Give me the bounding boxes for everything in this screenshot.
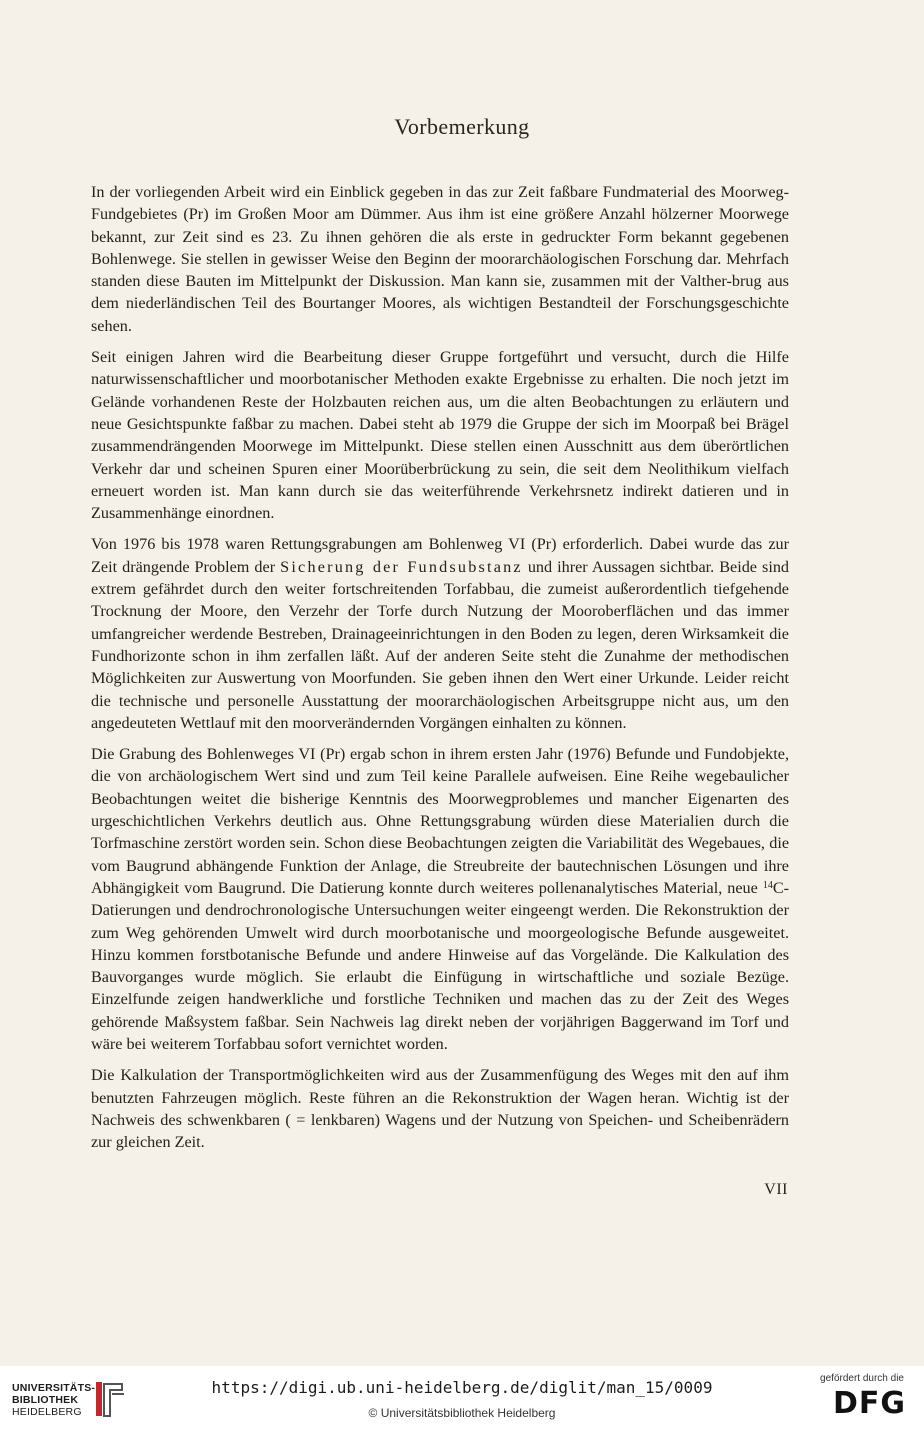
page-title: Vorbemerkung [394, 114, 530, 139]
paragraph-4-text-after: C-Datierungen und dendrochronologische Untersuchungen weiter eingeengt werden. Die Rekonstruktion der zum Weg gehörenden Umwelt wird durch moorbotanische und moorgeologische Befunde ausgeweitet. Hinzu kommen forstbotanische Befunde und andere Hinweise auf das Vorgelände. Die Kalkulation des Bauvorganges wurde möglich. Sie erlaubt die Einfügung in wirtschaftliche und soziale Bezüge. Einzelfunde zeigen handwerkliche und forstliche Techniken und machen das zu der Zeit des Weges gehörende Maßsystem faßbar. Sein Nachweis lag direkt neben der vorjährigen Baggerwand im Torf und wäre bei weiterem Torfabbau sofort vernichtet worden. [91, 878, 790, 1053]
paragraph-4 [91, 743, 789, 1055]
paragraph-5 [91, 1064, 789, 1153]
copyright-notice: © Universitätsbibliothek Heidelberg [368, 1406, 556, 1420]
body-text [91, 181, 789, 1162]
library-name-line-2: BIBLIOTHEK [12, 1394, 79, 1406]
paragraph-1 [91, 181, 789, 337]
paragraph-3-text-after: und ihrer Aussagen sichtbar. Beide sind extrem gefährdet durch den weiter fortschreitenden Torfabbau, die zumeist außerordentlich tiefgehende Trocknung der Moore, den Verzehr der Torfe durch Nutzung der Mooroberflächen und das immer umfangreicher werdende Bestreben, Drainageeinrichtungen in den Boden zu legen, deren Wirksamkeit die Fundhorizonte schon in ihm zerfallen läßt. Auf der anderen Seite steht die Zunahme der methodischen Möglichkeiten zur Auswertung von Moorfunden. Sie geben ihnen den Wert einer Urkunde. Leider reicht die technische und personelle Ausstattung der moorarchäologischen Arbeitsgruppe nicht aus, um den angedeuteten Wettlauf mit den moorverändernden Vorgängen einhalten zu können. [91, 557, 790, 732]
viewer-footer [0, 1366, 924, 1430]
paragraph-1-text: In der vorliegenden Arbeit wird ein Einblick gegeben in das zur Zeit faßbare Fundmaterial des Moorweg-Fundgebietes (Pr) im Großen Moor am Dümmer. Aus ihm ist eine größere Anzahl hölzerner Moorwege bekannt, zur Zeit sind es 23. Zu ihnen gehören die als erste in gedruckter Form bekannt gegebenen Bohlenwege. Sie stellen in gewisser Weise den Beginn der moorarchäologischen Forschung dar. Mehrfach standen diese Bauten im Mittelpunkt der Diskussion. Man kann sie, zusammen mit der Valther-brug aus dem niederländischen Teil des Bourtanger Moores, als wichtigen Bestandteil der Forschungsgeschichte sehen. [91, 183, 789, 335]
paragraph-3-emphasis: Sicherung der Fundsubstanz [280, 557, 523, 576]
funding-caption: gefördert durch die [820, 1373, 904, 1384]
library-name-line-3: HEIDELBERG [12, 1406, 82, 1418]
page-number: VII [764, 1181, 788, 1198]
paragraph-2-text: Seit einigen Jahren wird die Bearbeitung dieser Gruppe fortgeführt und versucht, durch die Hilfe naturwissenschaftlicher und moorbotanischer Methoden exakte Ergebnisse zu erhalten. Die noch jetzt im Gelände vorhandenen Reste der Holzbauten reichen aus, um die alten Beobachtungen zu erläutern und neue Gesichtspunkte faßbar zu machen. Dabei steht ab 1979 die Gruppe der sich im Moorpaß bei Brägel zusammendrängenden Moorwege im Mittelpunkt. Diese stellen einen Ausschnitt aus dem überörtlichen Verkehr dar und scheinen Spuren einer Moorüberbrückung zu sein, die seit dem Neolithikum vielfach erneuert worden ist. Man kann durch sie das weiterführende Verkehrsnetz indirekt datieren und in Zusammenhänge einordnen. [91, 348, 789, 523]
paragraph-3-text-before: Von 1976 bis 1978 waren Rettungsgrabungen am Bohlenweg VI (Pr) erforderlich. Dabei wurde das zur Zeit drängende Problem der [91, 535, 789, 576]
dfg-logo[interactable]: DFG [832, 1386, 906, 1421]
paragraph-4-text-before: Die Grabung des Bohlenweges VI (Pr) ergab schon in ihrem ersten Jahr (1976) Befunde und Fundobjekte, die von archäologischem Wert sind und zum Teil keine Parallele aufweisen. Eine Reihe wegebaulicher Beobachtungen weitet die bisherige Kenntnis des Moorwegproblemes und mancher Eigenarten des urgeschichtlichen Verkehrs deutlich aus. Ohne Rettungsgrabung würden diese Materialien durch die Torfmaschine zerstört worden sein. Schon diese Beobachtungen zeigten die Variabilität des Wegebaues, die vom Baugrund abhängende Funktion der Anlage, die Streubreite der bautechnischen Lösungen und ihre Abhängigkeit vom Baugrund. Die Datierung konnte durch weiteres pollenanalytisches Material, neue [91, 745, 789, 897]
isotope-superscript: 14 [762, 879, 773, 891]
document-url-link[interactable]: https://digi.ub.uni-heidelberg.de/diglit/man_15/0009 [211, 1378, 713, 1397]
library-name-line-1: UNIVERSITÄTS- [12, 1382, 96, 1394]
paragraph-3 [91, 533, 789, 734]
paragraph-2 [91, 346, 789, 524]
paragraph-5-text: Die Kalkulation der Transportmöglichkeiten wird aus der Zusammenfügung des Weges mit den auf ihm benutzten Fahrzeugen möglich. Reste führen an die Rekonstruktion der Wagen heran. Wichtig ist der Nachweis des schwenkbaren ( = lenkbaren) Wagens und der Nutzung von Speichen- und Scheibenrädern zur gleichen Zeit. [91, 1066, 789, 1152]
